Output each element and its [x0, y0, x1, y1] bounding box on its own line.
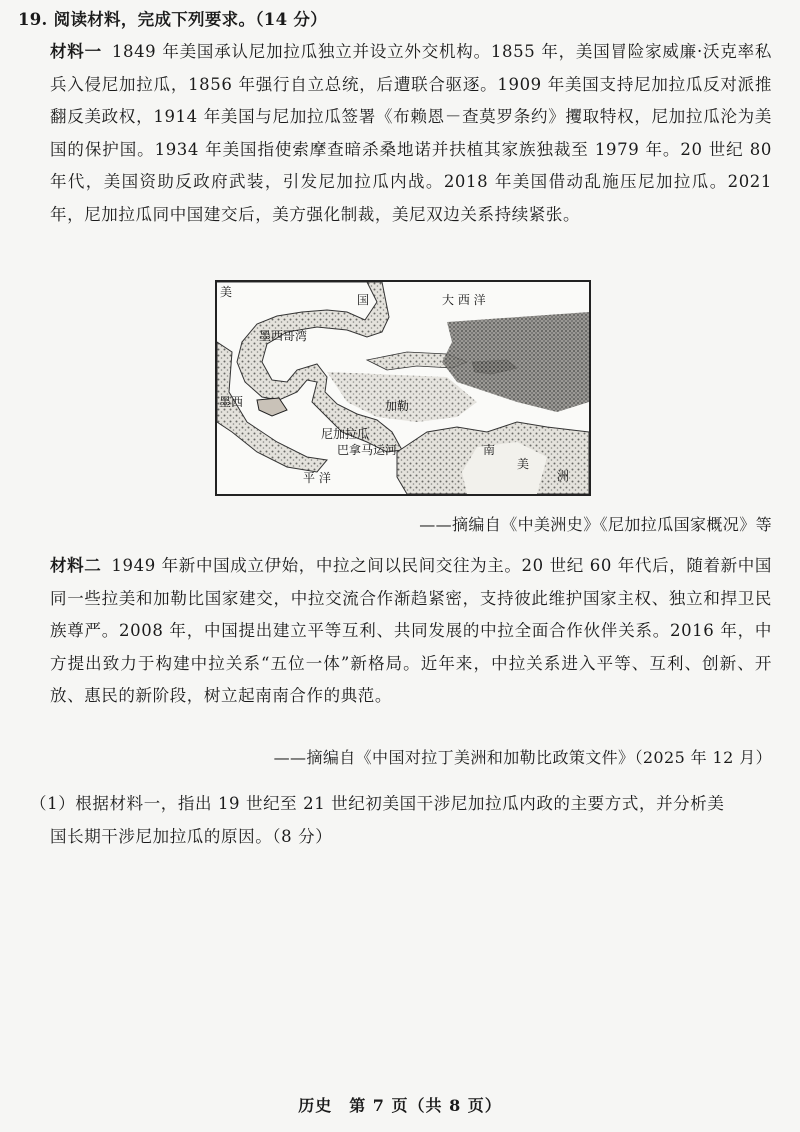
- map-label-caribbean: 加勒: [385, 399, 410, 413]
- map-label-usa-b: 国: [357, 293, 370, 307]
- sub-question-1: [30, 787, 772, 853]
- map-label-continent: 洲: [557, 469, 570, 483]
- map-label-panama: 巴拿马运河: [337, 443, 398, 457]
- page-footer: 历史 第 7 页（共 8 页）: [298, 1096, 502, 1115]
- map-label-usa-a: 美: [220, 285, 233, 299]
- material-one-source: ——摘编自《中美洲史》《尼加拉瓜国家概况》等: [419, 515, 772, 534]
- map-graphic: [217, 282, 589, 494]
- caribbean-map: [215, 280, 591, 496]
- sub-question-1-line2: 国长期干涉尼加拉瓜的原因。（8 分）: [50, 827, 333, 846]
- material-two: [50, 550, 772, 713]
- map-label-pacific: 平 洋: [303, 471, 331, 485]
- material-one: [50, 36, 772, 231]
- nicaragua-highlight: [257, 398, 287, 416]
- material-one-label: 材料一: [50, 42, 102, 61]
- map-label-south: 南: [483, 443, 496, 457]
- material-two-source: ——摘编自《中国对拉丁美洲和加勒比政策文件》（2025 年 12 月）: [273, 748, 772, 767]
- question-title: 19. 阅读材料，完成下列要求。（14 分）: [18, 10, 328, 29]
- map-label-america: 美: [517, 457, 530, 471]
- material-two-text: 1949 年新中国成立伊始，中拉之间以民间交往为主。20 世纪 60 年代后，随着新中国同一些拉美和加勒比国家建交，中拉交流合作渐趋紧密，支持彼此维护国家主权、独立和捍卫民族尊严。2008 年，中国提出建立平等互利、共同发展的中拉全面合作伙伴关系。2016 年，中方提出致力于构建中拉关系“五位一体”新格局。近年来，中拉关系进入平等、互利、创新、开放、惠民的新阶段，树立起南南合作的典范。: [50, 556, 772, 705]
- map-label-gulf: 墨西哥湾: [259, 329, 308, 343]
- sub-question-1-line1: （1）根据材料一，指出 19 世纪至 21 世纪初美国干涉尼加拉瓜内政的主要方式，并分析美: [30, 794, 725, 813]
- map-label-atlantic: 大 西 洋: [442, 293, 486, 307]
- map-label-nicaragua: 尼加拉瓜: [321, 427, 370, 441]
- material-one-text: 1849 年美国承认尼加拉瓜独立并设立外交机构。1855 年，美国冒险家威廉·沃克率私兵入侵尼加拉瓜，1856 年强行自立总统，后遭联合驱逐。1909 年美国支持尼加拉瓜反对派推翻反美政权，1914 年美国与尼加拉瓜签署《布赖恩－查莫罗条约》攫取特权，尼加拉瓜沦为美国的保护国。1934 年美国指使索摩查暗杀桑地诺并扶植其家族独裁至 1979 年。20 世纪 80 年代，美国资助反政府武装，引发尼加拉瓜内战。2018 年美国借动乱施压尼加拉瓜。2021 年，尼加拉瓜同中国建交后，美方强化制裁，美尼双边关系持续紧张。: [50, 42, 772, 224]
- material-two-label: 材料二: [50, 556, 102, 575]
- map-label-mexico: 墨西: [219, 395, 244, 409]
